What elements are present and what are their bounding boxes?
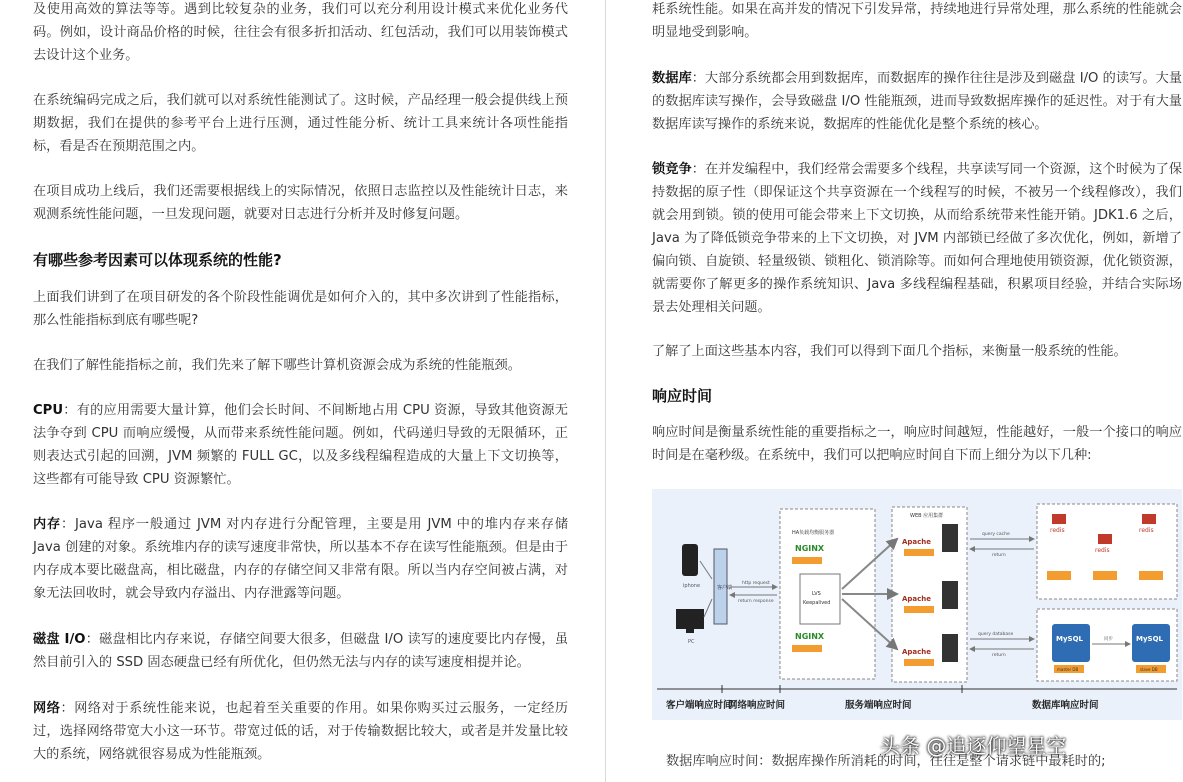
paragraph: 及使用高效的算法等等。遇到比较复杂的业务，我们可以充分利用设计模式来优化业务代码。例如，设计商品价格的时候，往往会有很多折扣活动、红包活动，我们可以用装饰模式去设计这个业务。 xyxy=(33,2,568,63)
term-lock: 锁竞争 xyxy=(652,162,692,177)
term-text: ：Java 程序一般通过 JVM 对内存进行分配管理，主要是用 JVM 中的堆内存来存储 Java 创建的对象。系统堆内存的读写速度非常快，所以基本不存在读写性能瓶颈。但是由于内存成本要比磁盘高，相比磁盘，内存的存储空间又非常有限。所以当内存空间被占满，对象无法回收时，就会导致内存溢出、内存泄露等问题。 xyxy=(33,517,569,601)
nginx-logo-top: NGINX xyxy=(795,544,825,553)
svg-text:Apache: Apache xyxy=(902,648,932,656)
pc-label: PC xyxy=(688,639,695,645)
paragraph: 耗系统性能。如果在高并发的情况下引发异常，持续地进行异常处理，那么系统的性能就会明显地受到影响。 xyxy=(652,2,1182,40)
query-db-label: query database xyxy=(978,632,1014,637)
svg-text:MySQL: MySQL xyxy=(1136,635,1163,643)
section-heading: 响应时间 xyxy=(652,387,713,405)
cpu-paragraph xyxy=(33,399,568,491)
term-text: ：网络对于系统性能来说，也起着至关重要的作用。如果你购买过云服务，一定经历过，选择网络带宽大小这一环节。带宽过低的话，对于传输数据比较大，或者是并发量比较大的系统，网络就很容易成为性能瓶颈。 xyxy=(33,701,569,762)
http-response-label: return response xyxy=(738,599,774,604)
svg-text:master DB: master DB xyxy=(1057,667,1079,672)
svg-text:MySQL: MySQL xyxy=(1056,635,1083,643)
ha-title: HA负载均衡服务器 xyxy=(792,530,835,536)
left-column xyxy=(33,0,568,782)
svg-text:Keepalived: Keepalived xyxy=(803,600,831,606)
architecture-svg xyxy=(652,489,1182,720)
network-paragraph xyxy=(33,697,568,766)
svg-text:同步: 同步 xyxy=(1104,637,1113,642)
database-paragraph xyxy=(652,67,1182,136)
paragraph: 上面我们讲到了在项目研发的各个阶段性能调优是如何介入的，其中多次讲到了性能指标，那么性能指标到底有哪些呢? xyxy=(33,290,568,328)
term-memory: 内存 xyxy=(33,517,62,532)
term-cpu: CPU xyxy=(33,403,64,418)
paragraph: 在系统编码完成之后，我们就可以对系统性能测试了。这时候，产品经理一般会提供线上预期数据，我们在提供的参考平台上进行压测，通过性能分析、统计工具来统计各项性能指标，看是否在预期范围之内。 xyxy=(33,93,568,154)
return-label-2: return xyxy=(992,653,1006,658)
paragraph: 响应时间是衡量系统性能的重要指标之一，响应时间越短，性能越好，一般一个接口的响应时间是在毫秒级。在系统中，我们可以把响应时间自下而上细分为以下几种: xyxy=(652,425,1182,463)
pc-icon xyxy=(676,609,704,629)
paragraph: 数据库响应时间：数据库操作所消耗的时间，往往是整个请求链中最耗时的; xyxy=(666,754,1106,769)
svg-text:LVS: LVS xyxy=(812,591,821,597)
term-disk-io: 磁盘 I/O xyxy=(33,632,86,647)
watermark: 头条 @追逐仰望星空 xyxy=(880,734,1067,758)
caption-database: 数据库响应时间 xyxy=(1032,700,1099,711)
response-time-diagram xyxy=(652,489,1182,720)
paragraph: 了解了上面这些基本内容，我们可以得到下面几个指标，来衡量一般系统的性能。 xyxy=(652,344,1127,359)
caption-network: 网络响应时间 xyxy=(728,700,786,711)
svg-text:redis: redis xyxy=(1050,527,1065,534)
svg-text:redis: redis xyxy=(1139,527,1154,534)
return-label-1: return xyxy=(992,553,1006,558)
column-divider xyxy=(605,0,606,782)
term-text: ：磁盘相比内存来说，存储空间要大很多，但磁盘 I/O 读写的速度要比内存慢，虽然目前引入的 SSD 固态硬盘已经有所优化，但仍然无法与内存的读写速度相提并论。 xyxy=(33,632,569,670)
term-text: ：大部分系统都会用到数据库，而数据库的操作往往是涉及到磁盘 I/O 的读写。大量的数据库读写操作，会导致磁盘 I/O 性能瓶颈，进而导致数据库操作的延迟性。对于有大量数据库读写操作的系统来说，数据库的性能优化是整个系统的核心。 xyxy=(652,71,1183,132)
svg-text:Apache: Apache xyxy=(902,538,932,546)
section-heading: 有哪些参考因素可以体现系统的性能? xyxy=(33,251,282,269)
caption-client: 客户端响应时间 xyxy=(666,700,733,711)
phone-label: iphone xyxy=(683,583,701,589)
lock-paragraph xyxy=(652,158,1182,319)
caption-server: 服务端响应时间 xyxy=(845,700,912,711)
svg-text:slave DB: slave DB xyxy=(1140,667,1158,672)
term-text: ：有的应用需要大量计算，他们会长时间、不间断地占用 CPU 资源，导致其他资源无法争夺到 CPU 而响应缓慢，从而带来系统性能问题。例如，代码递归导致的无限循环，正则表达式引起的回溯，JVM 频繁的 FULL GC，以及多线程编程造成的大量上下文切换等，这些都有可能导致 CPU 资源繁忙。 xyxy=(33,403,568,487)
disk-io-paragraph xyxy=(33,628,568,674)
query-cache-label: query cache xyxy=(982,532,1010,537)
client-label: 客户端 xyxy=(717,585,733,591)
phone-icon xyxy=(682,544,698,576)
term-text: ：在并发编程中，我们经常会需要多个线程，共享读写同一个资源，这个时候为了保持数据的原子性（即保证这个共享资源在一个线程写的时候，不被另一个线程修改），我们就会用到锁。锁的使用可能会带来上下文切换，从而给系统带来性能开销。JDK1.6 之后，Java 为了降低锁竞争带来的上下文切换，对 JVM 内部锁已经做了多次优化，例如，新增了偏向锁、自旋锁、轻量级锁、锁粗化、锁消除等。而如何合理地使用锁资源，优化锁资源，就需要你了解更多的操作系统知识、Java 多线程编程基础，积累项目经验，并结合实际场景去处理相关问题。 xyxy=(652,162,1183,315)
term-database: 数据库 xyxy=(652,71,692,86)
paragraph: 在我们了解性能指标之前，我们先来了解下哪些计算机资源会成为系统的性能瓶颈。 xyxy=(33,358,521,373)
memory-paragraph xyxy=(33,513,568,605)
http-request-label: http request xyxy=(742,581,770,586)
svg-text:Apache: Apache xyxy=(902,595,932,603)
lvs-box xyxy=(800,574,840,624)
nginx-logo-bottom: NGINX xyxy=(795,632,825,641)
svg-text:redis: redis xyxy=(1095,547,1110,554)
term-network: 网络 xyxy=(33,701,61,716)
paragraph: 在项目成功上线后，我们还需要根据线上的实际情况，依照日志监控以及性能统计日志，来观测系统性能问题，一旦发现问题，就要对日志进行分析并及时修复问题。 xyxy=(33,184,568,222)
web-title: WEB 应用集群 xyxy=(910,513,944,519)
